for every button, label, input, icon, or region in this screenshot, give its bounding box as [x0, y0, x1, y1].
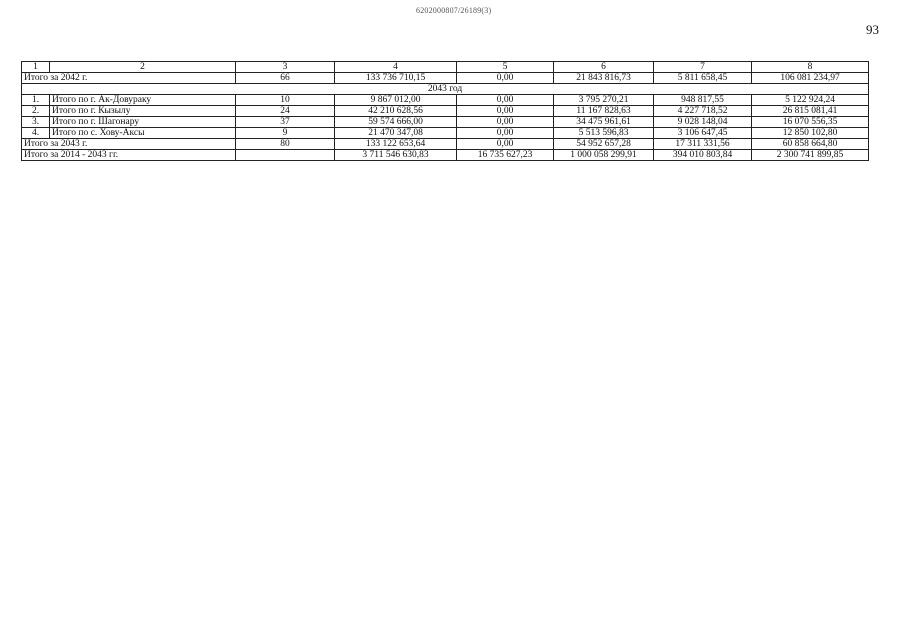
column-number: 5: [457, 62, 554, 73]
report-table: [21, 61, 869, 161]
cell-col3: 10: [236, 95, 335, 106]
cell-col4: 59 574 666,00: [335, 117, 457, 128]
cell-col6: 1 000 058 299,91: [554, 150, 654, 161]
column-number: 1: [22, 62, 50, 73]
row-name: Итого по г. Кызылу: [50, 106, 236, 117]
table-row: [22, 95, 869, 106]
cell-col3: 66: [236, 73, 335, 84]
cell-col8: 60 858 664,80: [752, 139, 869, 150]
cell-col5: 0,00: [457, 106, 554, 117]
cell-col7: 948 817,55: [654, 95, 752, 106]
table-row: [22, 106, 869, 117]
cell-col7: 5 811 658,45: [654, 73, 752, 84]
cell-col8: 12 850 102,80: [752, 128, 869, 139]
column-number: 6: [554, 62, 654, 73]
row-name: Итого по г. Шагонару: [50, 117, 236, 128]
cell-col5: 16 735 627,23: [457, 150, 554, 161]
row-number: 4.: [22, 128, 50, 139]
year-heading: 2043 год: [22, 84, 869, 95]
table-row: [22, 117, 869, 128]
row-number: 2.: [22, 106, 50, 117]
column-number-row: [22, 62, 869, 73]
cell-col4: 42 210 628,56: [335, 106, 457, 117]
cell-col6: 34 475 961,61: [554, 117, 654, 128]
cell-col6: 54 952 657,28: [554, 139, 654, 150]
cell-col6: 5 513 596,83: [554, 128, 654, 139]
cell-col8: 2 300 741 899,85: [752, 150, 869, 161]
row-number: 1.: [22, 95, 50, 106]
cell-col5: 0,00: [457, 128, 554, 139]
cell-col8: 26 815 081,41: [752, 106, 869, 117]
cell-col3: [236, 150, 335, 161]
grand-total-row: [22, 150, 869, 161]
row-label: Итого за 2014 - 2043 гг.: [22, 150, 236, 161]
cell-col4: 133 736 710,15: [335, 73, 457, 84]
cell-col3: 24: [236, 106, 335, 117]
cell-col8: 16 070 556,35: [752, 117, 869, 128]
total-2043-row: [22, 139, 869, 150]
cell-col8: 5 122 924,24: [752, 95, 869, 106]
cell-col7: 3 106 647,45: [654, 128, 752, 139]
cell-col4: 133 122 653,64: [335, 139, 457, 150]
cell-col5: 0,00: [457, 73, 554, 84]
total-2042-row: [22, 73, 869, 84]
cell-col7: 17 311 331,56: [654, 139, 752, 150]
cell-col5: 0,00: [457, 117, 554, 128]
cell-col3: 80: [236, 139, 335, 150]
page-number: 93: [866, 22, 879, 37]
row-number: 3.: [22, 117, 50, 128]
cell-col7: 4 227 718,52: [654, 106, 752, 117]
cell-col6: 3 795 270,21: [554, 95, 654, 106]
cell-col5: 0,00: [457, 139, 554, 150]
year-heading-row: [22, 84, 869, 95]
cell-col7: 9 028 148,04: [654, 117, 752, 128]
cell-col4: 21 470 347,08: [335, 128, 457, 139]
column-number: 2: [50, 62, 236, 73]
cell-col6: 21 843 816,73: [554, 73, 654, 84]
cell-col8: 106 081 234,97: [752, 73, 869, 84]
cell-col5: 0,00: [457, 95, 554, 106]
column-number: 7: [654, 62, 752, 73]
cell-col3: 37: [236, 117, 335, 128]
table-row: [22, 128, 869, 139]
row-name: Итого по с. Хову-Аксы: [50, 128, 236, 139]
document-code: 6202000807/26189(3): [416, 6, 492, 15]
cell-col3: 9: [236, 128, 335, 139]
cell-col4: 9 867 012,00: [335, 95, 457, 106]
column-number: 8: [752, 62, 869, 73]
row-name: Итого по г. Ак-Довураку: [50, 95, 236, 106]
row-label: Итого за 2043 г.: [22, 139, 236, 150]
cell-col7: 394 010 803,84: [654, 150, 752, 161]
row-label: Итого за 2042 г.: [22, 73, 236, 84]
column-number: 4: [335, 62, 457, 73]
cell-col6: 11 167 828,63: [554, 106, 654, 117]
cell-col4: 3 711 546 630,83: [335, 150, 457, 161]
column-number: 3: [236, 62, 335, 73]
